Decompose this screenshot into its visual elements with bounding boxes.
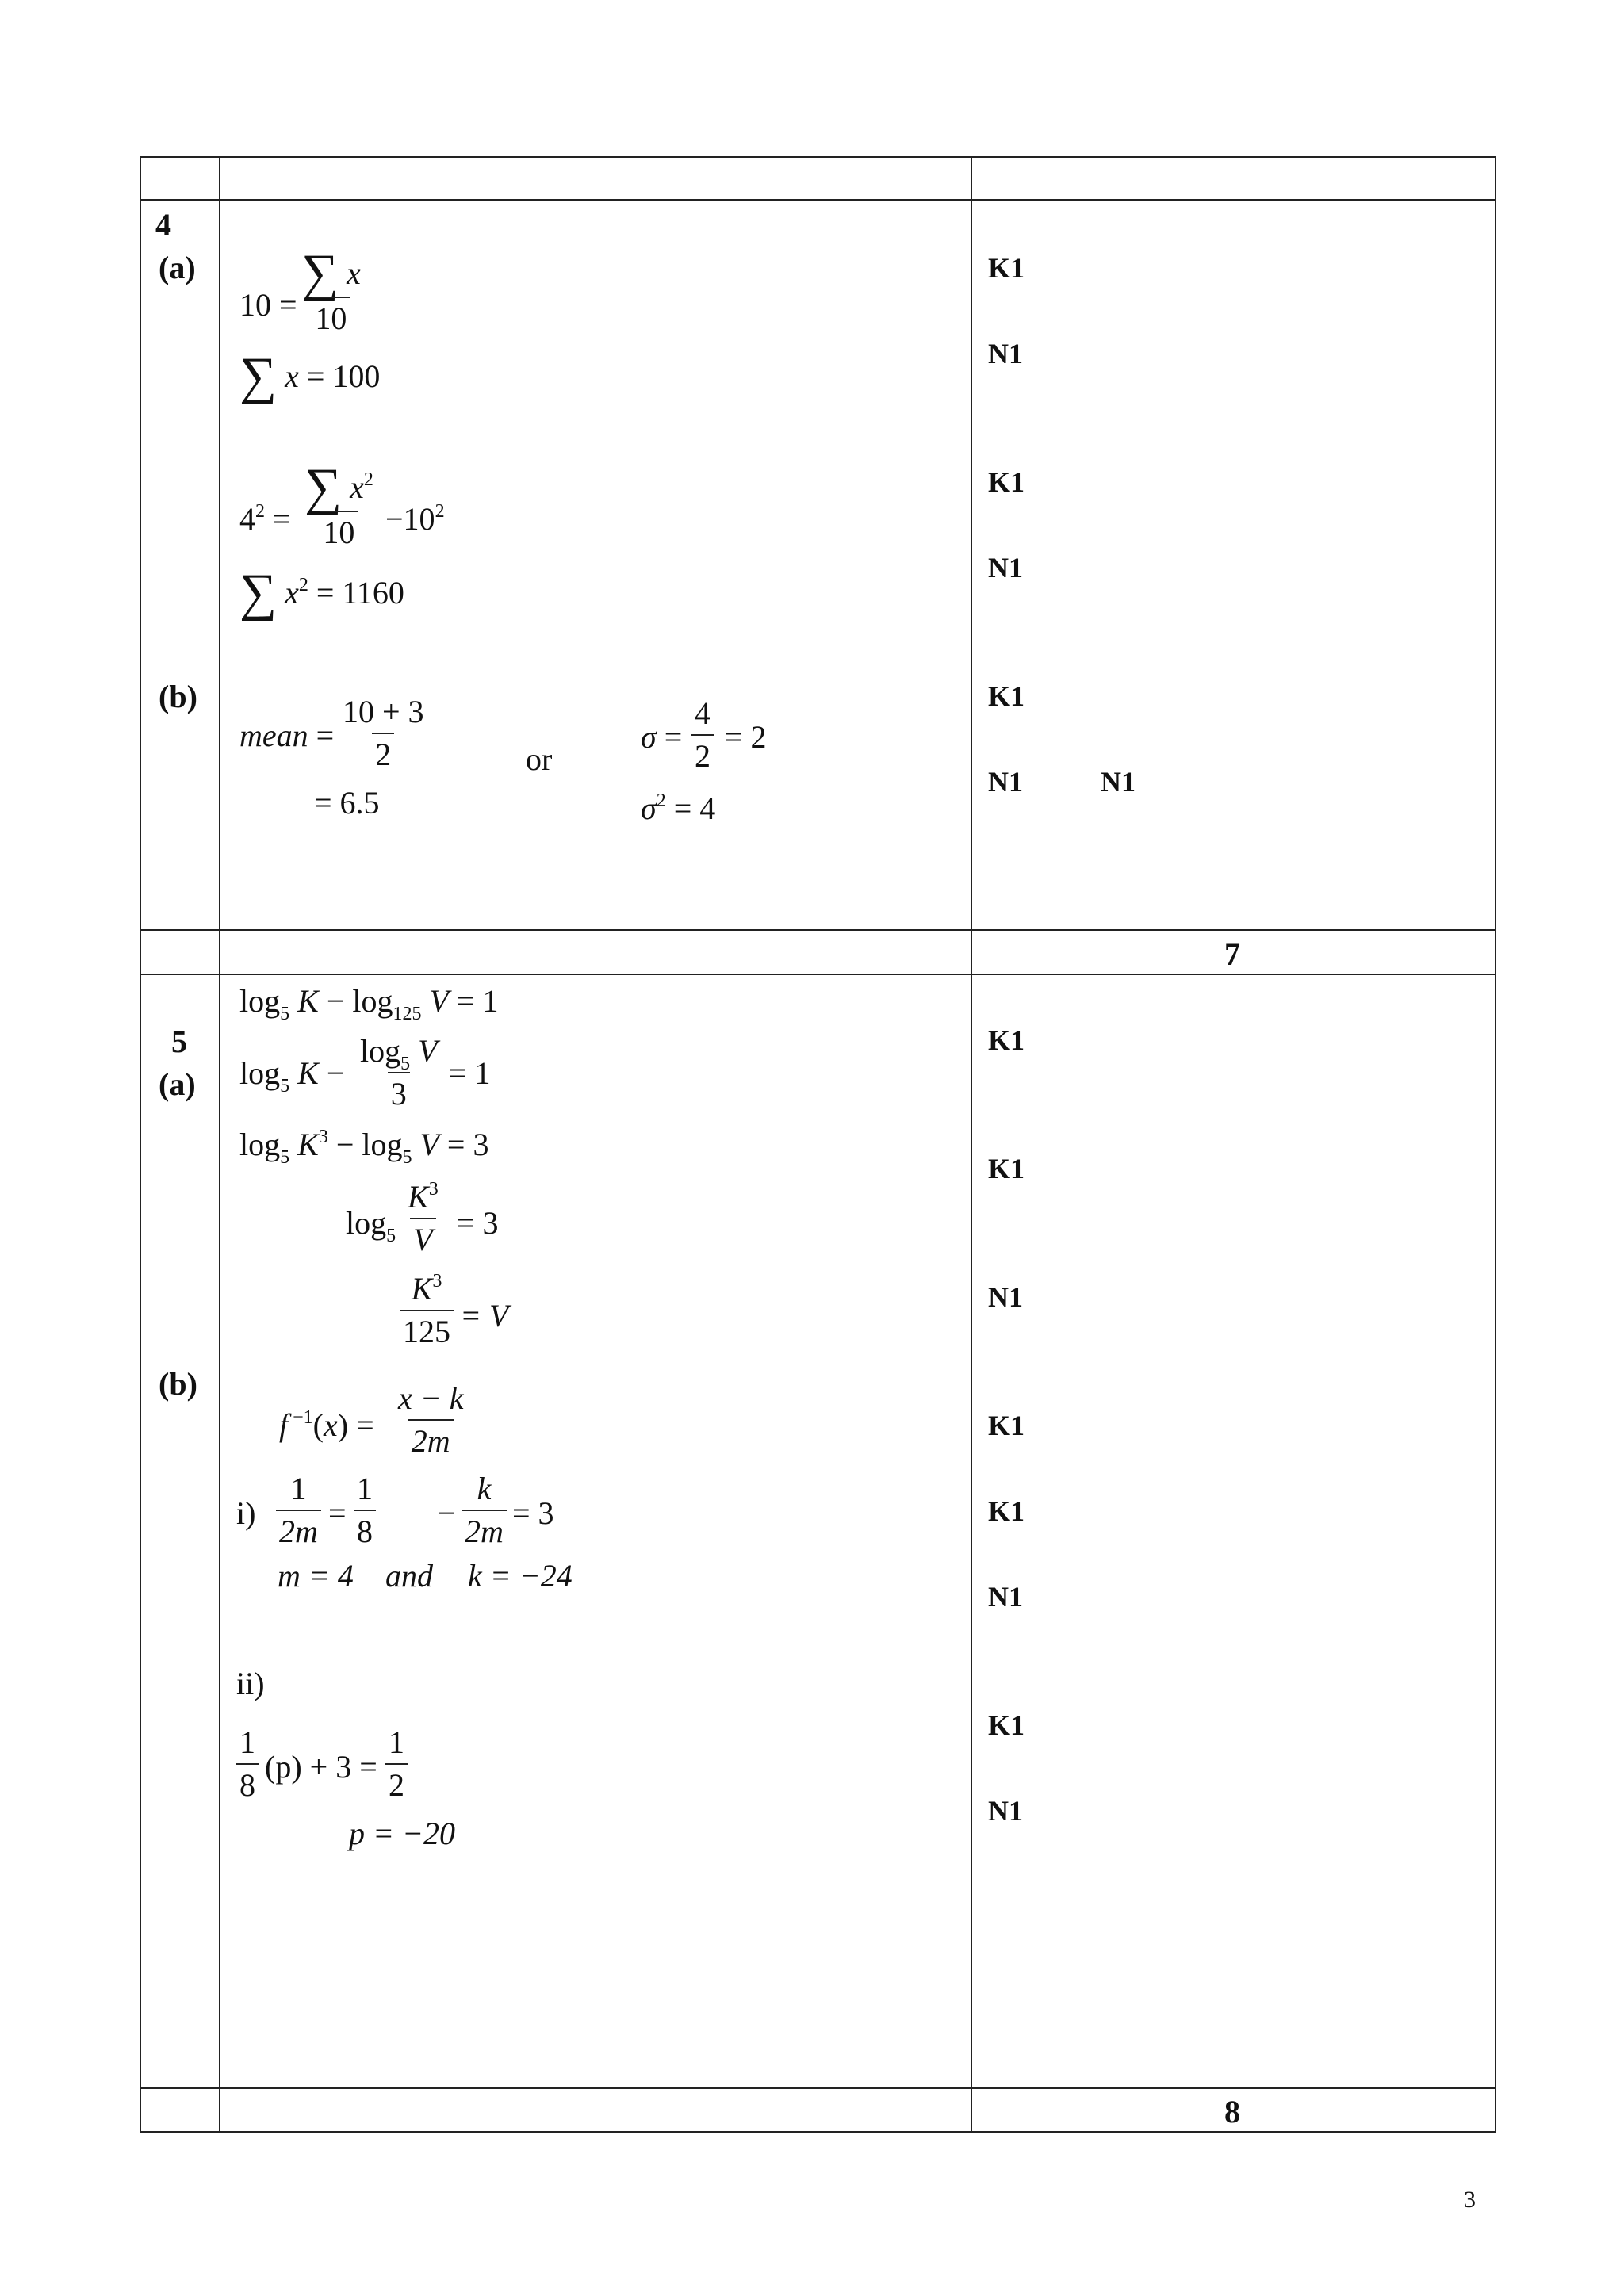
mark-n1: N1: [988, 1795, 1023, 1827]
table-row-divider: [140, 929, 1496, 931]
mark-n1: N1: [988, 1581, 1023, 1613]
sum-x-fraction: $\frac{\sum x}{10}$: [301, 244, 361, 337]
equals-sign: =: [328, 1495, 347, 1531]
mark-k1: K1: [988, 1495, 1025, 1527]
mark-k1: K1: [988, 1024, 1025, 1056]
sigma-fraction: $\frac{4}{2}$: [691, 698, 714, 772]
math-lhs: 10 =: [239, 287, 297, 323]
variance-lhs: $4^2$ =: [239, 501, 291, 537]
log-line-4-fraction: $\frac{K^3}{V}$: [408, 1179, 439, 1257]
part-ii-middle: (p) + 3 =: [265, 1749, 377, 1785]
log-line-5-rhs: = V: [460, 1298, 509, 1334]
question-number: 5: [171, 1024, 187, 1059]
mean-result: = 6.5: [314, 785, 380, 821]
mark-k1: K1: [988, 1153, 1025, 1184]
sigma-eq2: = 2: [725, 719, 767, 755]
table-col-divider: [971, 156, 972, 2133]
log-line-2-rhs: = 1: [449, 1055, 491, 1091]
m-value: m = 4: [278, 1558, 354, 1594]
part-label: (b): [159, 679, 197, 714]
table-row-divider: [140, 974, 1496, 975]
log-line-1: $\log_5 K - \log_{125} V = 1$: [239, 983, 499, 1024]
question-total: 7: [1224, 936, 1240, 972]
part-label: (a): [159, 1066, 196, 1102]
mark-n1: N1: [988, 552, 1023, 584]
mark-k1: K1: [988, 466, 1025, 498]
p-value: p = −20: [349, 1816, 455, 1851]
or-word: or: [526, 741, 553, 777]
table-border-right: [1495, 156, 1496, 2133]
mark-k1: K1: [988, 1410, 1025, 1441]
part-i-label: i): [236, 1495, 256, 1531]
mark-n1: N1: [988, 766, 1023, 798]
part-i-fraction-2: $\frac{1}{8}$: [354, 1473, 376, 1548]
table-border-top: [140, 156, 1496, 158]
log-line-3: $\log_5 K^3 - \log_5 V = 3$: [239, 1127, 489, 1168]
mean-fraction: $\frac{10 + 3}{2}$: [343, 694, 424, 772]
log-line-4-lhs: $\log_5$: [346, 1205, 396, 1246]
mark-n1: N1: [988, 338, 1023, 369]
page-number: 3: [1464, 2187, 1476, 2213]
log-line-4-rhs: = 3: [457, 1205, 499, 1241]
mark-k1: K1: [988, 680, 1025, 712]
inverse-function-fraction: $\frac{x - k}{2m}$: [398, 1380, 464, 1459]
part-ii-label: ii): [236, 1666, 265, 1701]
part-i-fraction-3: $\frac{k}{2m}$: [462, 1473, 507, 1548]
table-col-divider: [219, 156, 220, 2133]
sum-x2-fraction: $\frac{\sum x^2}{10}$: [304, 458, 373, 551]
log-line-2-lhs: $\log_5 K$ −: [239, 1055, 345, 1096]
table-row-divider: [140, 199, 1496, 201]
table-border-bottom: [140, 2131, 1496, 2133]
mark-n1: N1: [1101, 766, 1136, 798]
sum-x2-result: ∑ $x^2 = 1160$: [239, 564, 404, 622]
sum-x-result: ∑ x = 100: [239, 347, 381, 405]
mark-k1: K1: [988, 252, 1025, 284]
log-line-2-fraction: $\frac{\log_5 V}{3}$: [360, 1033, 438, 1112]
k-value: k = −24: [468, 1558, 573, 1594]
sigma-squared: $\sigma^2 = 4$: [641, 790, 716, 826]
mean-word: mean =: [239, 718, 335, 753]
question-total: 8: [1224, 2094, 1240, 2130]
part-label: (a): [159, 250, 196, 285]
sigma-lhs: σ =: [641, 719, 683, 755]
part-i-rhs: = 3: [512, 1495, 554, 1531]
question-number: 4: [155, 207, 171, 243]
inverse-function-lhs: f $^{-1}$(x) =: [279, 1407, 374, 1443]
table-border-left: [140, 156, 141, 2133]
variance-minus: $-10^2$: [385, 501, 445, 537]
part-label: (b): [159, 1366, 197, 1402]
mark-k1: K1: [988, 1709, 1025, 1741]
minus-sign: −: [438, 1495, 456, 1531]
part-i-fraction-1: $\frac{1}{2m}$: [276, 1473, 321, 1548]
part-ii-fraction-1: $\frac{1}{8}$: [236, 1727, 259, 1801]
part-ii-fraction-2: $\frac{1}{2}$: [385, 1727, 408, 1801]
log-line-5-fraction: $\frac{K^3}{125}$: [400, 1273, 454, 1348]
mark-n1: N1: [988, 1281, 1023, 1313]
and-word: and: [385, 1558, 433, 1594]
table-row-divider: [140, 2087, 1496, 2089]
